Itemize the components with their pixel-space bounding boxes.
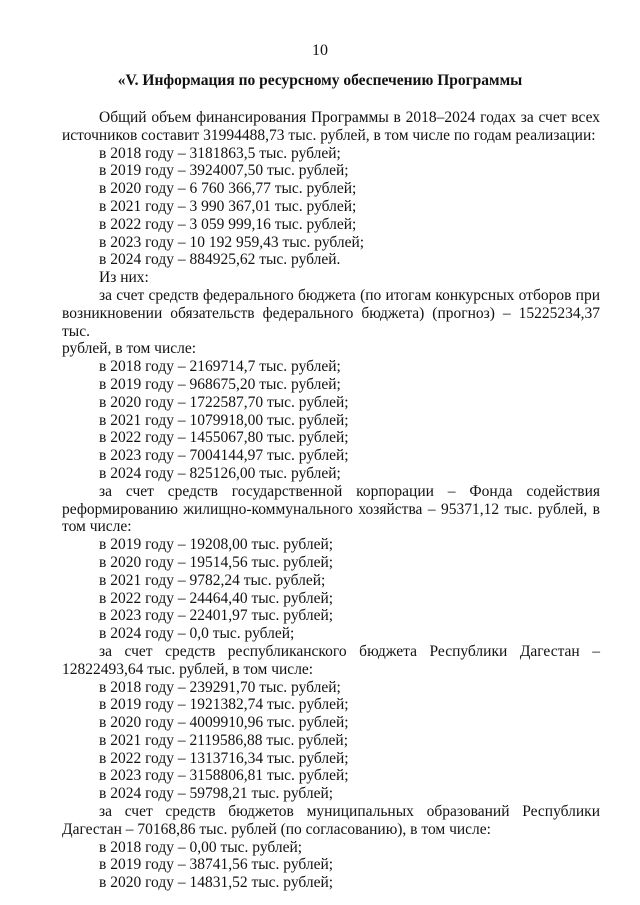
text-line: Общий объем финансирования Программы в 2018–2024 годах за счет всех — [99, 109, 600, 126]
text-line: в 2019 году – 968675,20 тыс. рублей; — [99, 375, 341, 393]
text-line: в 2020 году – 6 760 366,77 тыс. рублей; — [99, 180, 357, 198]
text-line: в 2021 году – 1079918,00 тыс. рублей; — [99, 411, 349, 429]
text-line: Дагестан – 70168,86 тыс. рублей (по согласованию), в том числе: — [62, 820, 491, 838]
text-line: в 2024 году – 825126,00 тыс. рублей; — [99, 464, 341, 482]
text-line: возникновении обязательств федерального бюджета) (прогноз) – 15225234,37 тыс. — [62, 304, 600, 340]
text-line: рублей, в том числе: — [62, 340, 197, 358]
text-line: в 2021 году – 9782,24 тыс. рублей; — [99, 571, 326, 589]
body-text — [62, 109, 600, 892]
text-line: в 2022 году – 3 059 999,16 тыс. рублей; — [99, 215, 357, 233]
text-line: в 2022 году – 1455067,80 тыс. рублей; — [99, 429, 349, 447]
text-line: в 2024 году – 59798,21 тыс. рублей; — [99, 785, 334, 803]
text-line: в 2018 году – 3181863,5 тыс. рублей; — [99, 144, 341, 162]
text-line: в 2020 году – 4009910,96 тыс. рублей; — [99, 714, 349, 732]
text-line: в 2022 году – 24464,40 тыс. рублей; — [99, 589, 334, 607]
text-line: за счет средств государственной корпорации – Фонда содействия — [99, 482, 600, 500]
text-line: в 2020 году – 14831,52 тыс. рублей; — [99, 874, 334, 892]
text-line: в 2018 году – 2169714,7 тыс. рублей; — [99, 358, 341, 376]
text-line: в 2018 году – 239291,70 тыс. рублей; — [99, 678, 341, 696]
page-number: 10 — [312, 42, 328, 59]
text-line: в 2019 году – 19208,00 тыс. рублей; — [99, 536, 334, 554]
text-line: в 2019 году – 38741,56 тыс. рублей; — [99, 856, 334, 874]
text-line: в 2019 году – 3924007,50 тыс. рублей; — [99, 162, 349, 180]
text-line: в 2018 году – 0,00 тыс. рублей; — [99, 838, 303, 856]
text-line: в 2023 году – 7004144,97 тыс. рублей; — [99, 447, 349, 465]
text-line: в 2020 году – 19514,56 тыс. рублей; — [99, 553, 334, 571]
text-line: за счет средств федерального бюджета (по итогам конкурсных отборов при — [99, 286, 600, 304]
section-title: «V. Информация по ресурсному обеспечению Программы — [117, 72, 523, 89]
text-line: Из них: — [99, 269, 149, 287]
text-line: в 2021 году – 2119586,88 тыс. рублей; — [99, 731, 349, 749]
text-line: в 2023 году – 10 192 959,43 тыс. рублей; — [99, 233, 365, 251]
text-line: в 2022 году – 1313716,34 тыс. рублей; — [99, 749, 349, 767]
text-line: в 2021 году – 3 990 367,01 тыс. рублей; — [99, 197, 357, 215]
text-line: за счет средств бюджетов муниципальных образований Республики — [99, 803, 600, 821]
text-line: в 2020 году – 1722587,70 тыс. рублей; — [99, 393, 349, 411]
text-line: в 2024 году – 0,0 тыс. рублей; — [99, 625, 295, 643]
text-line: реформированию жилищно-коммунального хозяйства – 95371,12 тыс. рублей, в — [62, 500, 600, 518]
text-line: в 2019 году – 1921382,74 тыс. рублей; — [99, 696, 349, 714]
text-line: за счет средств республиканского бюджета Республики Дагестан – — [99, 642, 600, 660]
text-line: в 2023 году – 22401,97 тыс. рублей; — [99, 607, 334, 625]
text-line: источников составит 31994488,73 тыс. рублей, в том числе по годам реализации: — [62, 126, 596, 144]
text-line: 12822493,64 тыс. рублей, в том числе: — [62, 660, 314, 678]
text-line: том числе: — [62, 518, 132, 536]
text-line: в 2024 году – 884925,62 тыс. рублей. — [99, 251, 341, 269]
text-line: в 2023 году – 3158806,81 тыс. рублей; — [99, 767, 349, 785]
